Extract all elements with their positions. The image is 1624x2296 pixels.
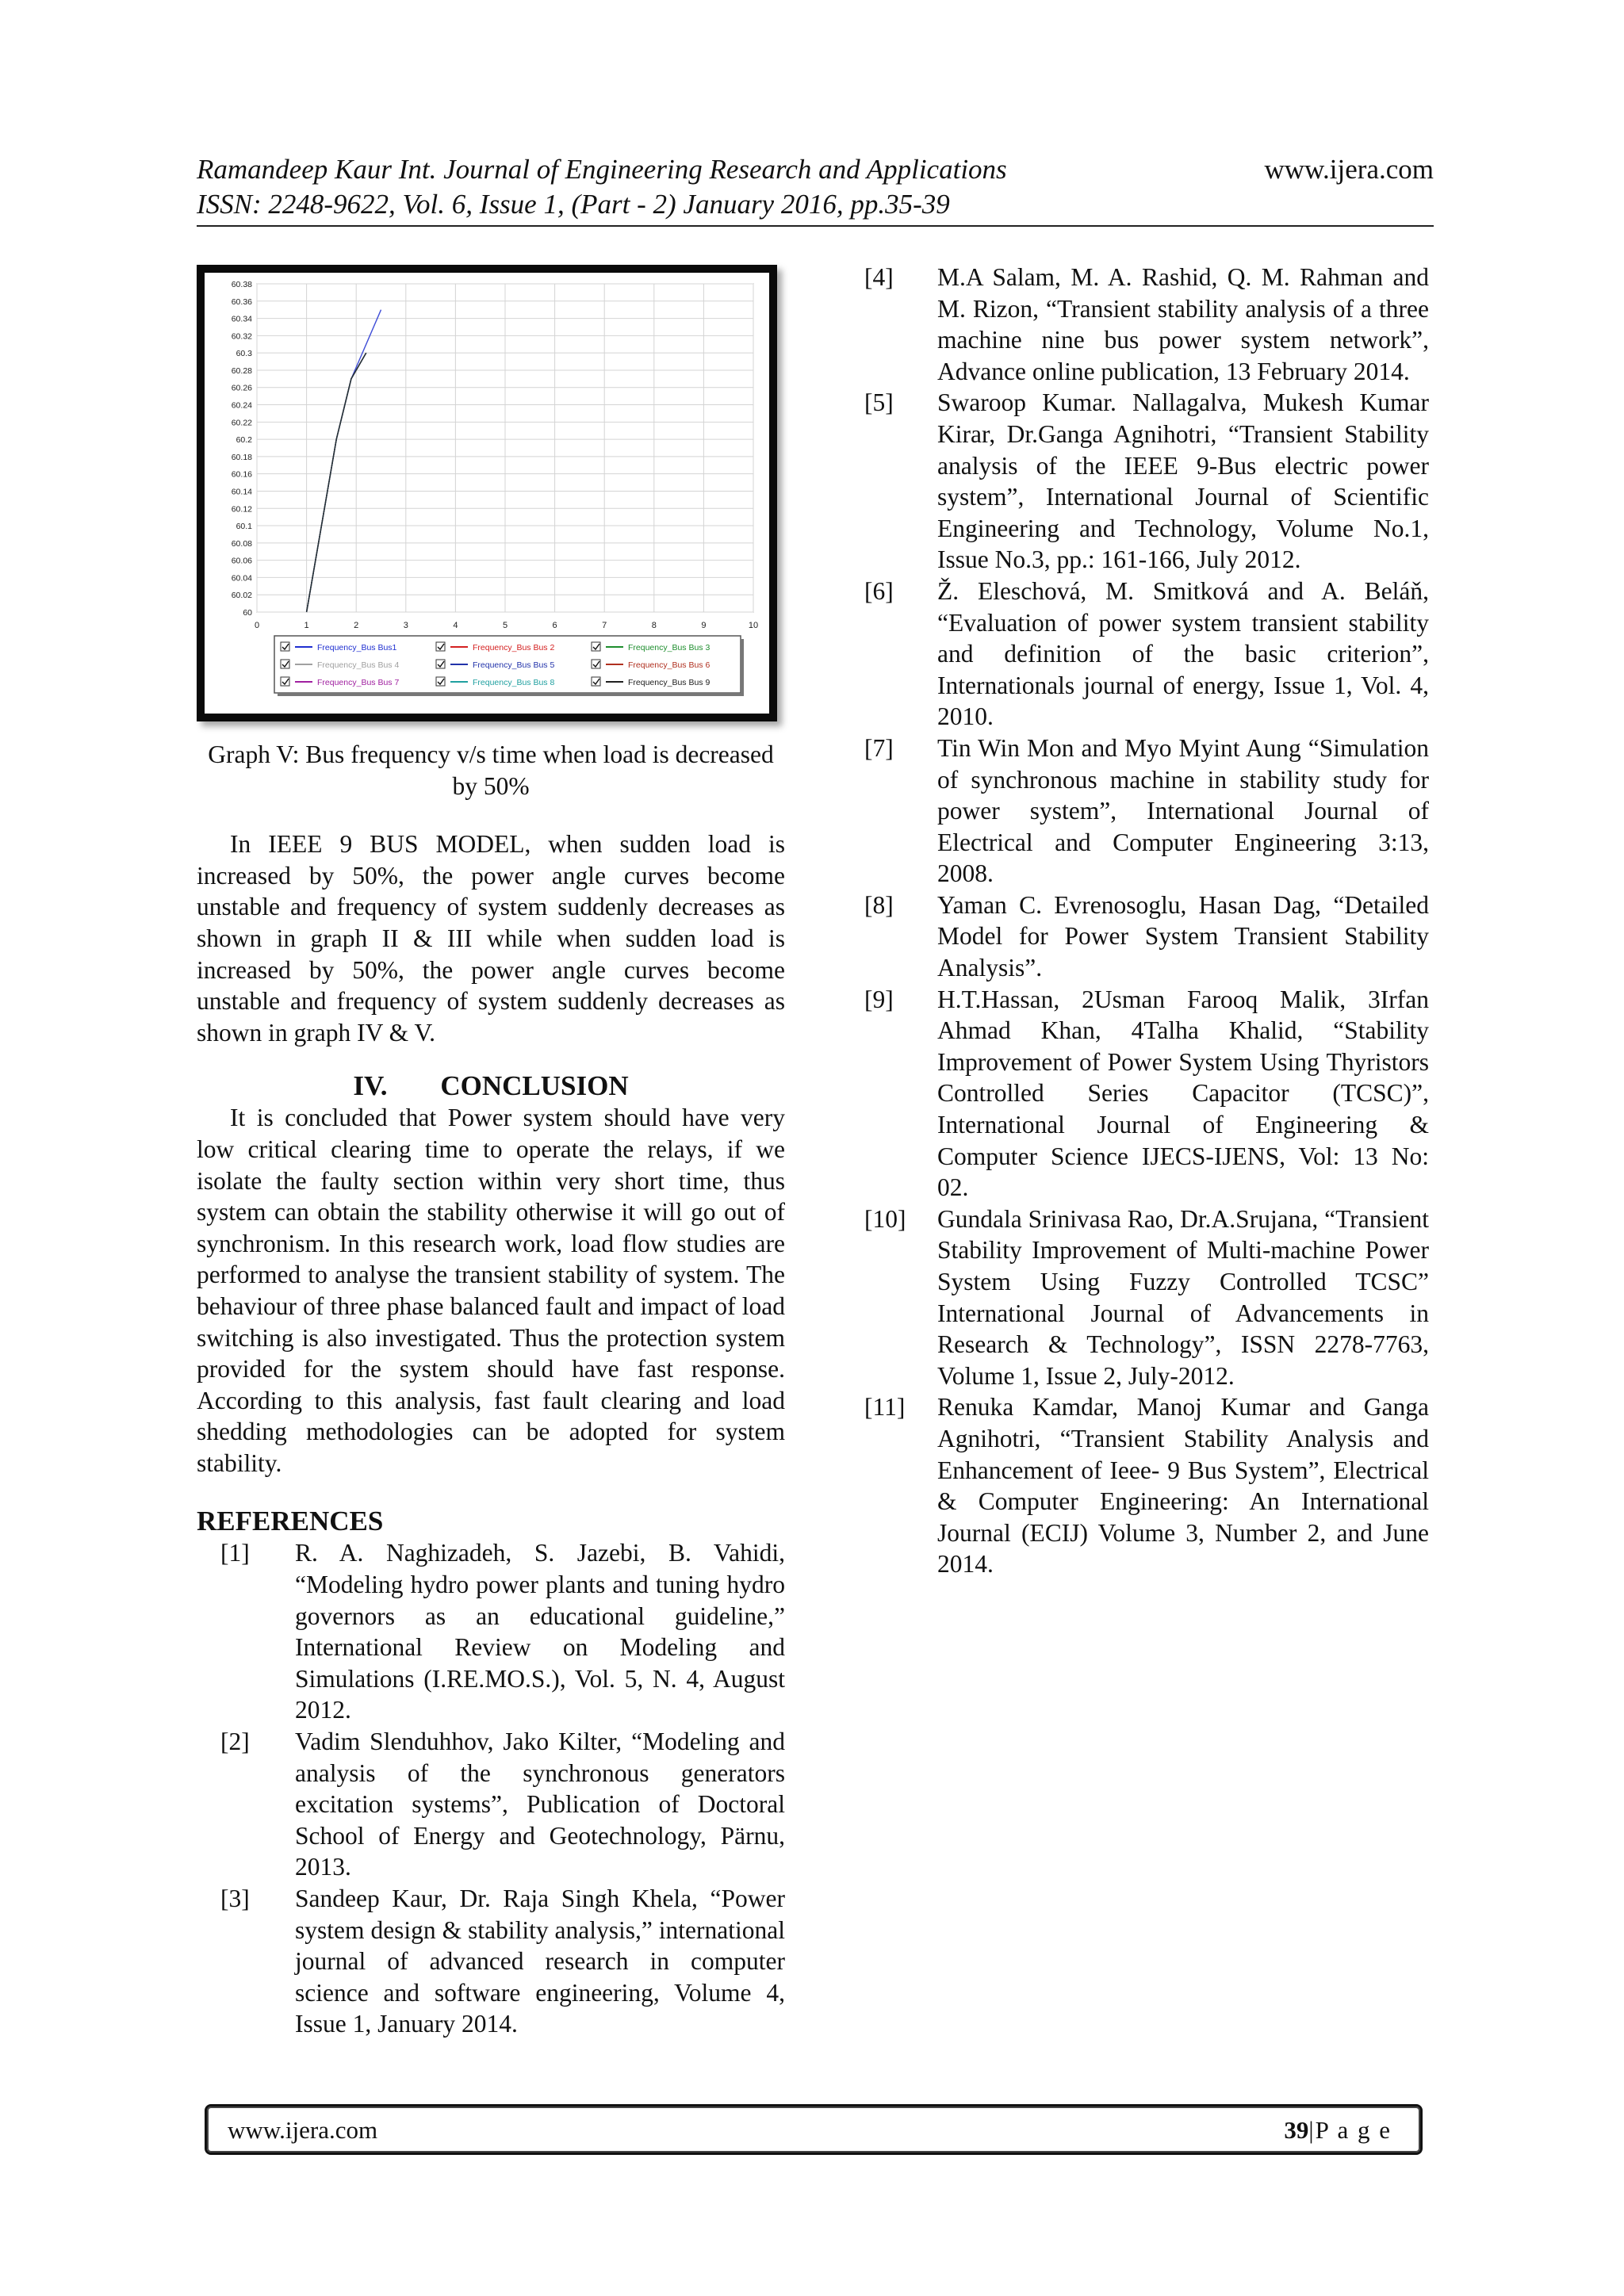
legend-label: Frequency_Bus Bus 5 [473, 660, 555, 670]
running-header-line2: ISSN: 2248-9622, Vol. 6, Issue 1, (Part - 2) January 2016, pp.35-39 [197, 189, 950, 220]
page-number-value: 39 [1284, 2116, 1309, 2144]
running-header-line1 [197, 152, 1434, 187]
page-number [1284, 2116, 1392, 2145]
x-tick-label: 3 [403, 621, 408, 630]
reference-text: Sandeep Kaur, Dr. Raja Singh Khela, “Power system design & stability analysis,” international journal of advanced research in computer science and software engineering, Volume 4, Issue 1, January 2014. [295, 1885, 785, 2038]
reference-number: [8] [864, 890, 894, 919]
reference-item [864, 576, 1429, 733]
references-list-left [197, 1537, 785, 2040]
reference-text: Ž. Eleschová, M. Smitková and A. Beláň, “Evaluation of power system transient stability and definition of the basic criterion”, Internationals journal of energy, Issue 1, Vol. 4, 2010. [937, 576, 1429, 731]
chart-panel [205, 273, 769, 714]
legend-label: Frequency_Bus Bus 7 [317, 678, 400, 687]
section-number: IV. [353, 1070, 388, 1102]
reference-text: Yaman C. Evrenosoglu, Hasan Dag, “Detailed Model for Power System Transient Stability Analysis”. [937, 890, 1429, 982]
reference-number: [4] [864, 263, 894, 291]
reference-number: [7] [864, 733, 894, 762]
y-tick-label: 60.02 [231, 591, 252, 601]
section-title: CONCLUSION [440, 1070, 629, 1102]
figure-graph-v [197, 265, 782, 725]
reference-item [864, 984, 1429, 1203]
header-url[interactable]: www.ijera.com [1264, 154, 1434, 185]
y-tick-label: 60.36 [231, 297, 252, 307]
y-tick-label: 60.28 [231, 365, 252, 376]
y-tick-label: 60.22 [231, 418, 252, 428]
journal-author-title: Ramandeep Kaur Int. Journal of Engineering Research and Applications [197, 154, 1007, 185]
legend-label: Frequency_Bus Bus 8 [473, 678, 555, 687]
x-tick-label: 6 [552, 621, 557, 630]
reference-number: [3] [220, 1885, 250, 1912]
reference-number: [10] [864, 1204, 906, 1233]
body-paragraph-1: In IEEE 9 BUS MODEL, when sudden load is increased by 50%, the power angle curves become unstable and frequency of system suddenly decreases as shown in graph II & III while when sudden load is increased by 50%, the power angle curves become unstable and frequency of system suddenly decreases as shown in graph IV & V. [197, 830, 785, 1047]
reference-text: Gundala Srinivasa Rao, Dr.A.Srujana, “Transient Stability Improvement of Multi-machine Power System Using Fuzzy Controlled TCSC” International Journal of Advancements in Research & Technology”, ISSN 2278-7763, Volume 1, Issue 2, July-2012. [937, 1204, 1429, 1390]
y-tick-label: 60 [243, 608, 252, 618]
reference-text: Tin Win Mon and Myo Myint Aung “Simulation of synchronous machine in stability study for power system”, International Journal of Electrical and Computer Engineering 3:13, 2008. [937, 733, 1429, 888]
reference-item [864, 387, 1429, 576]
reference-item [864, 733, 1429, 890]
figure-caption: Graph V: Bus frequency v/s time when load is decreased by 50% [208, 740, 774, 800]
legend-label: Frequency_Bus Bus 2 [473, 643, 555, 652]
conclusion-paragraph: It is concluded that Power system should have very low critical clearing time to operate the relays, if we isolate the faulty section within very short time, thus system can obtain the stability otherwise it will go out of synchronism. In this research work, load flow studies are performed to analyse the transient stability of system. The behaviour of three phase balanced fault and impact of load switching is also investigated. Thus the protection system provided for the system should have fast response. According to this analysis, fast fault clearing and load shedding methodologies can be adopted for system stability. [197, 1104, 785, 1477]
page-label: |P a g e [1308, 2116, 1392, 2144]
left-column [197, 265, 785, 2040]
x-tick-label: 9 [701, 621, 707, 630]
x-tick-label: 10 [748, 621, 759, 630]
y-tick-label: 60.34 [231, 314, 252, 324]
reference-number: [9] [864, 985, 894, 1013]
y-tick-label: 60.38 [231, 280, 252, 289]
reference-text: Vadim Slenduhhov, Jako Kilter, “Modeling and analysis of the synchronous generators excitation systems”, Publication of Doctoral School of Energy and Geotechnology, Pärnu, 2013. [295, 1728, 785, 1881]
y-tick-label: 60.2 [236, 435, 252, 446]
reference-number: [6] [864, 576, 894, 605]
y-tick-label: 60.1 [236, 522, 252, 532]
y-tick-label: 60.24 [231, 400, 252, 411]
reference-number: [5] [864, 388, 894, 417]
reference-item [864, 1203, 1429, 1392]
y-tick-label: 60.06 [231, 556, 252, 566]
y-tick-label: 60.04 [231, 573, 252, 584]
x-tick-label: 4 [453, 621, 458, 630]
reference-text: Swaroop Kumar. Nallagalva, Mukesh Kumar Kirar, Dr.Ganga Agnihotri, “Transient Stability analysis of the IEEE 9-Bus electric power system”, International Journal of Scientific Engineering and Technology, Volume No.1, Issue No.3, pp.: 161-166, July 2012. [937, 388, 1429, 574]
x-tick-label: 1 [304, 621, 309, 630]
page-footer [205, 2104, 1423, 2155]
legend-shadow [741, 639, 744, 696]
footer-url[interactable]: www.ijera.com [228, 2116, 378, 2144]
legend-label: Frequency_Bus Bus1 [317, 643, 397, 652]
reference-item [864, 1391, 1429, 1580]
reference-item [197, 1537, 785, 1726]
legend-label: Frequency_Bus Bus 3 [628, 643, 710, 652]
section-heading [197, 1070, 785, 1102]
reference-number: [2] [220, 1728, 250, 1756]
y-tick-label: 60.12 [231, 504, 252, 515]
x-tick-label: 0 [254, 621, 260, 630]
y-tick-label: 60.18 [231, 452, 252, 462]
legend-label: Frequency_Bus Bus 4 [317, 660, 400, 670]
x-tick-label: 2 [354, 621, 359, 630]
reference-number: [1] [220, 1539, 250, 1567]
legend-label: Frequency_Bus Bus 6 [628, 660, 710, 670]
figure-frame [197, 265, 777, 721]
frequency-chart [205, 273, 769, 714]
y-tick-label: 60.14 [231, 487, 252, 497]
right-column [864, 262, 1429, 1580]
legend-shadow [278, 693, 744, 696]
legend-label: Frequency_Bus Bus 9 [628, 678, 710, 687]
reference-text: H.T.Hassan, 2Usman Farooq Malik, 3Irfan Ahmad Khan, 4Talha Khalid, “Stability Improvement of Power System Using Thyristors Controlled Series Capacitor (TCSC)”, International Journal of Engineering & Computer Science IJECS-IJENS, Vol: 13 No: 02. [937, 985, 1429, 1202]
x-tick-label: 5 [502, 621, 508, 630]
reference-item [197, 1726, 785, 1883]
x-tick-label: 7 [602, 621, 607, 630]
reference-item [864, 890, 1429, 984]
reference-text: M.A Salam, M. A. Rashid, Q. M. Rahman and M. Rizon, “Transient stability analysis of a three machine nine bus power system network”, Advance online publication, 13 February 2014. [937, 263, 1429, 385]
reference-number: [11] [864, 1393, 906, 1422]
reference-text: Renuka Kamdar, Manoj Kumar and Ganga Agnihotri, “Transient Stability Analysis and Enhancement of Ieee- 9 Bus System”, Electrical & Computer Engineering: An International Journal (ECIJ) Volume 3, Number 2, and June 2014. [937, 1393, 1429, 1578]
y-tick-label: 60.26 [231, 383, 252, 393]
references-list-right [864, 262, 1429, 1580]
y-tick-label: 60.32 [231, 331, 252, 342]
x-tick-label: 8 [651, 621, 657, 630]
header-rule [197, 225, 1434, 227]
reference-text: R. A. Naghizadeh, S. Jazebi, B. Vahidi, “Modeling hydro power plants and tuning hydro governors as an educational guideline,” International Review on Modeling and Simulations (I.RE.MO.S.), Vol. 5, N. 4, August 2012. [295, 1539, 785, 1724]
references-heading: REFERENCES [197, 1506, 384, 1537]
y-tick-label: 60.3 [236, 349, 252, 359]
y-tick-label: 60.08 [231, 538, 252, 549]
reference-item [197, 1883, 785, 2040]
y-tick-label: 60.16 [231, 469, 252, 480]
reference-item [864, 262, 1429, 387]
